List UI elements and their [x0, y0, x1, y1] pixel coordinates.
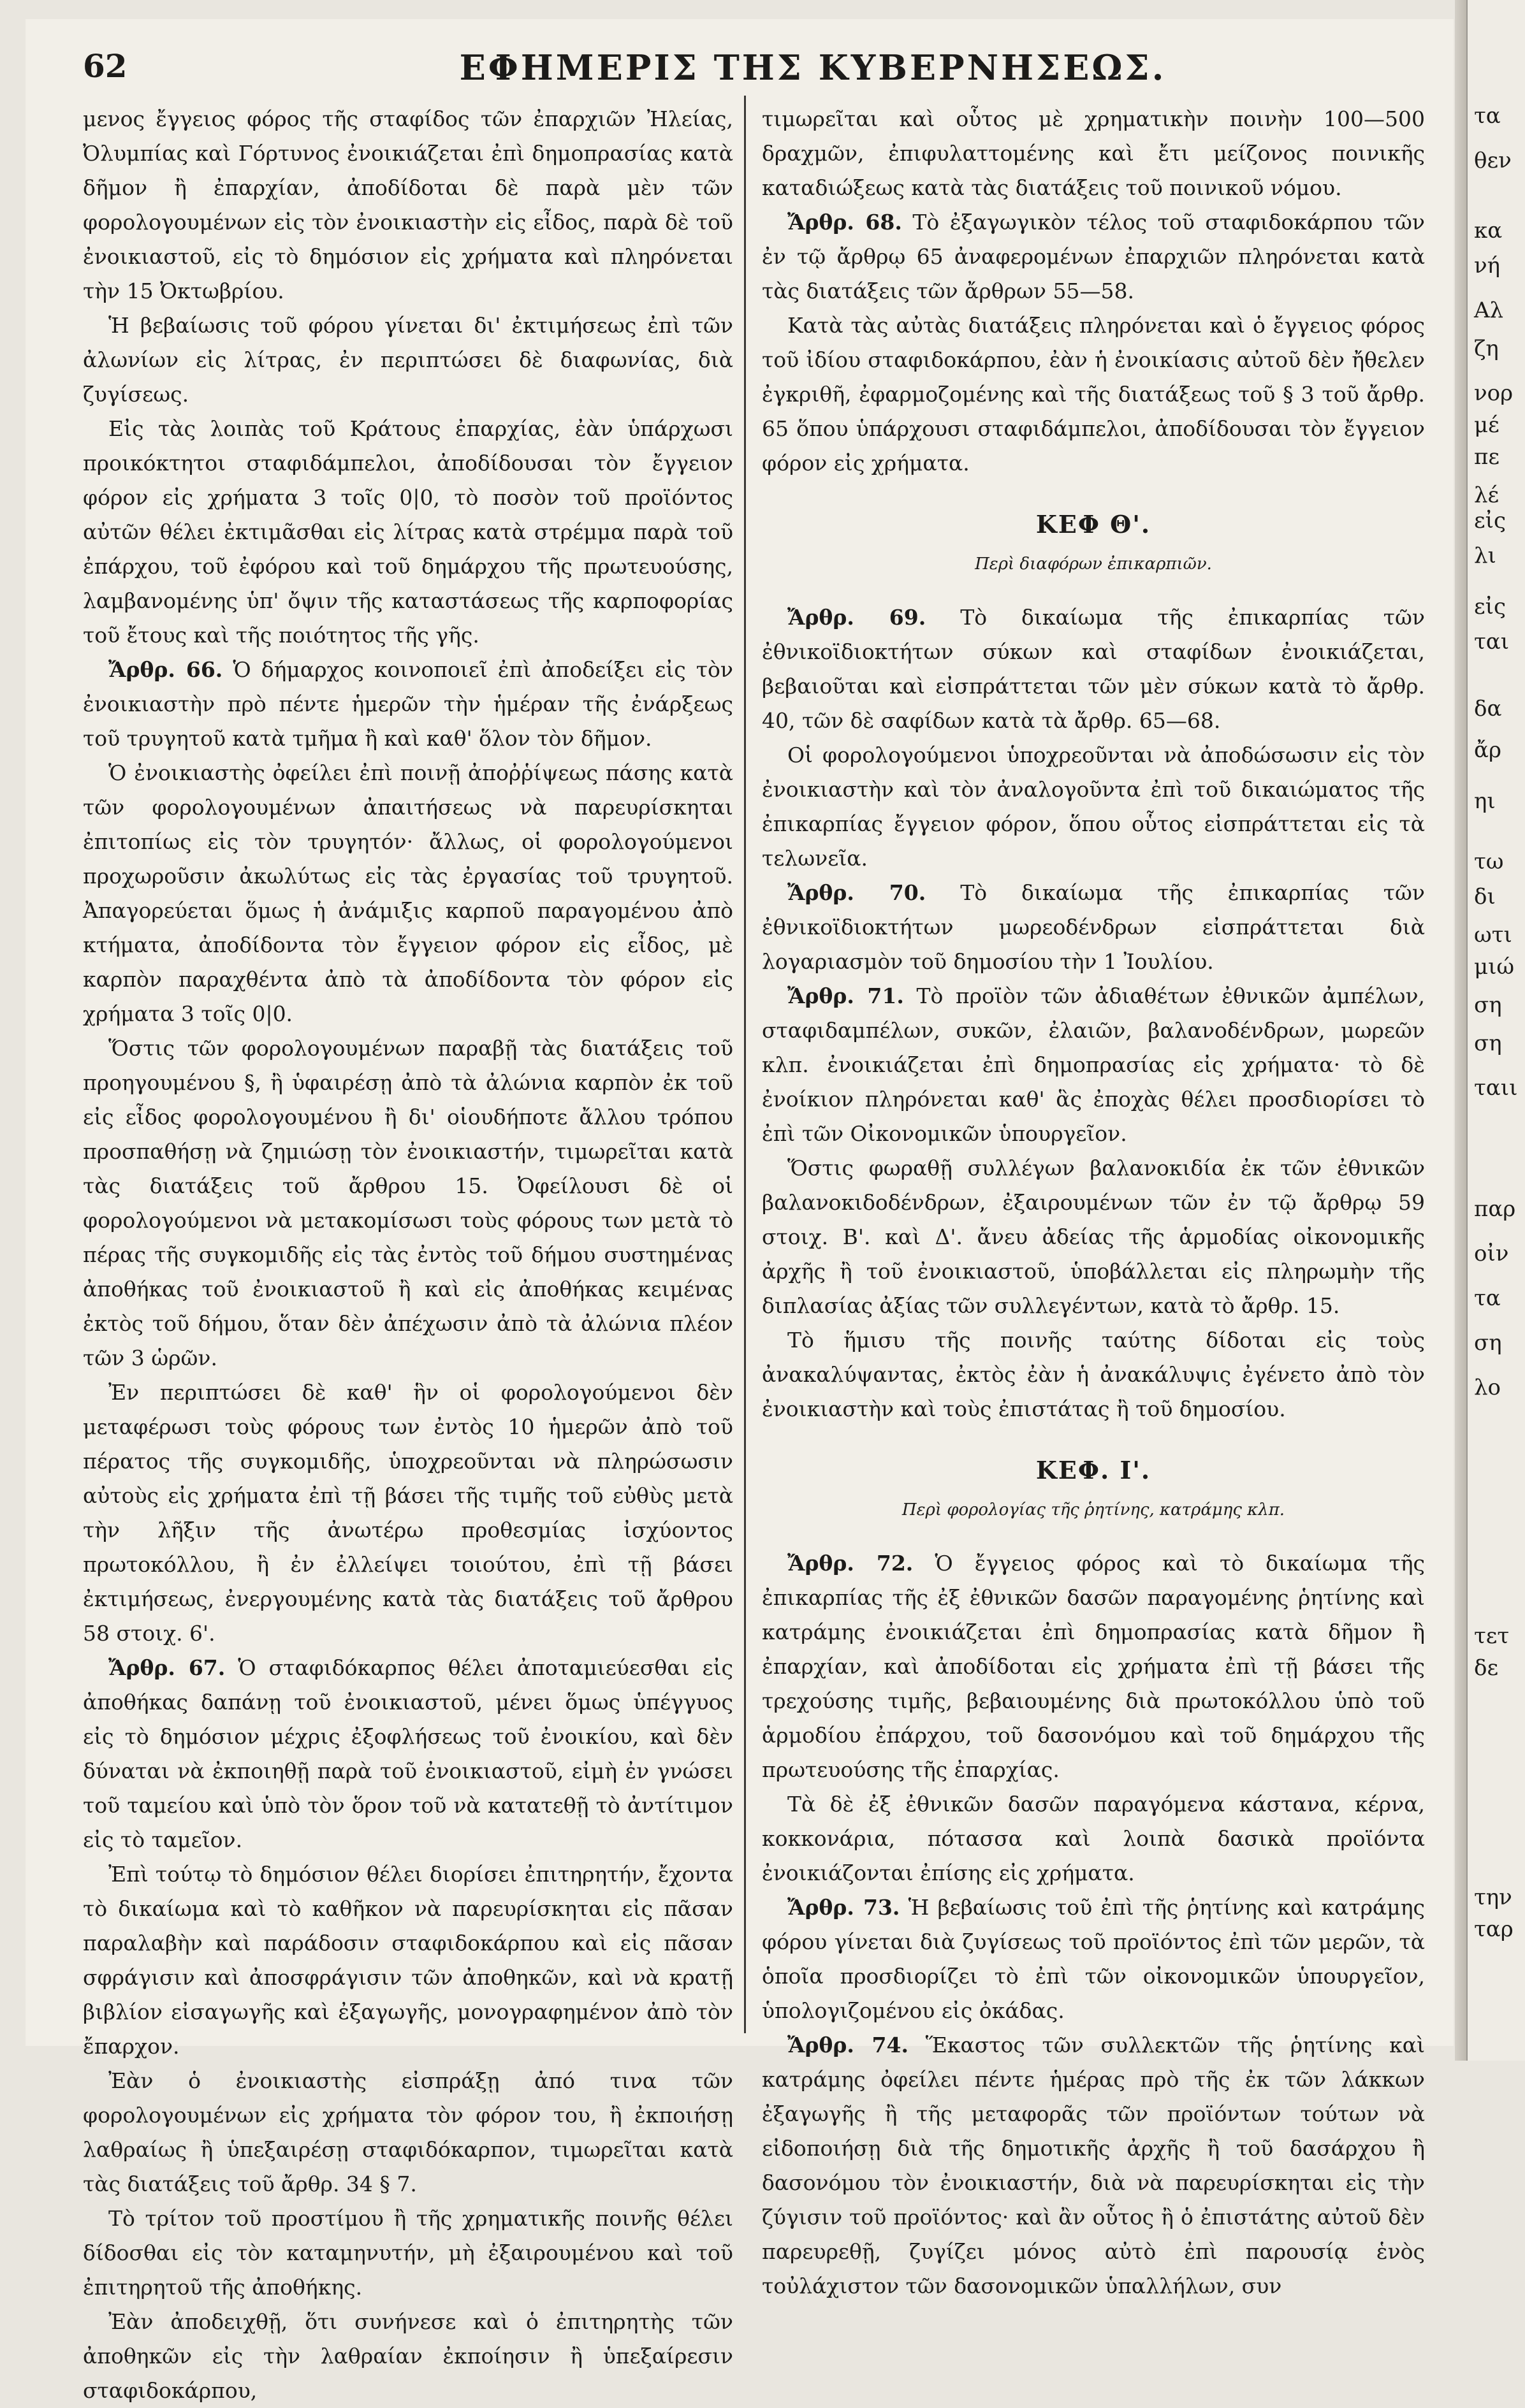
margin-fragment: δε — [1474, 1655, 1499, 1681]
margin-fragment: δι — [1474, 884, 1496, 910]
adjacent-page-strip — [1466, 0, 1525, 2061]
paragraph-text: Ἐὰν ἀποδειχθῇ, ὅτι συνήνεσε καὶ ὁ ἐπιτηρητὴς τῶν ἀποθηκῶν εἰς τὴν λαθραίαν ἐκποίησιν ἢ ὑπεξαίρεσιν σταφιδοκάρπου, — [83, 2309, 733, 2403]
margin-fragment: ση — [1474, 1031, 1502, 1056]
paragraph — [762, 1323, 1425, 1426]
margin-fragment: νή — [1474, 253, 1501, 279]
paragraph — [83, 1375, 733, 1651]
paragraph — [83, 2201, 733, 2305]
margin-fragment: οἰν — [1474, 1241, 1509, 1266]
paragraph-text: Οἱ φορολογούμενοι ὑποχρεοῦνται νὰ ἀποδώσωσιν εἰς τὸν ἐνοικιαστὴν καὶ τὸν ἀναλογοῦντα ἐπὶ τοῦ δικαιώματος τῆς ἐπικαρπίας ἔγγειον φόρον, ὅπου οὗτος εἰσπράττεται εἰς τὰ τελωνεῖα. — [762, 743, 1425, 871]
paragraph-text: Ἐὰν ὁ ἐνοικιαστὴς εἰσπράξῃ ἀπό τινα τῶν φορολογουμένων εἰς χρήματα τὸν φόρον του, ἢ ἐκποιήσῃ λαθραίως ἢ ὑπεξαιρέσῃ σταφιδόκαρπον, τιμωρεῖται κατὰ τὰς διατάξεις τοῦ ἄρθρ. 34 § 7. — [83, 2068, 733, 2196]
article-number: Ἄρθρ. 69. — [787, 605, 926, 630]
paragraph — [762, 738, 1425, 876]
margin-fragment: λο — [1474, 1375, 1501, 1400]
margin-fragment: εἰς — [1474, 508, 1506, 533]
paragraph-text: Τὸ τρίτον τοῦ προστίμου ἢ τῆς χρηματικῆς ποινῆς θέλει δίδοσθαι εἰς τὸν καταμηνυτήν, μὴ ἐξαιρουμένου καὶ τοῦ ἐπιτηρητοῦ τῆς ἀποθήκης. — [83, 2206, 733, 2300]
chapter-subtitle: Περὶ φορολογίας τῆς ῥητίνης, κατράμης κλπ. — [901, 1500, 1285, 1520]
margin-fragment: κα — [1474, 218, 1503, 243]
paragraph — [83, 756, 733, 1031]
margin-fragment: μέ — [1474, 412, 1499, 438]
paragraph — [83, 308, 733, 412]
paragraph — [83, 412, 733, 653]
margin-fragment: τα — [1474, 103, 1501, 129]
margin-fragment: την — [1474, 1885, 1512, 1910]
article-number: Ἄρθρ. 73. — [787, 1895, 900, 1920]
chapter-subtitle: Περὶ διαφόρων ἐπικαρπιῶν. — [975, 555, 1212, 574]
paragraph — [83, 102, 733, 308]
margin-fragment: τα — [1474, 1286, 1501, 1311]
right-column — [762, 102, 1425, 2303]
paragraph-text: Ἐπὶ τούτῳ τὸ δημόσιον θέλει διορίσει ἐπιτηρητήν, ἔχοντα τὸ δικαίωμα καὶ τὸ καθῆκον νὰ παρευρίσκηται εἰς πᾶσαν παραλαβὴν καὶ παράδοσιν σταφιδοκάρπου καὶ εἰς πᾶσαν σφράγισιν καὶ ἀποσφράγισιν τῶν ἀποθηκῶν, καὶ νὰ κρατῇ βιβλίον εἰσαγωγῆς καὶ ἐξαγωγῆς, μονογραφημένον ἀπὸ τὸν ἔπαρχον. — [83, 1862, 733, 2059]
article-number: Ἄρθρ. 68. — [787, 210, 902, 235]
chapter-heading: ΚΕΦ Θ'. — [1035, 510, 1151, 539]
margin-fragment: Αλ — [1474, 298, 1504, 323]
margin-fragment: ωτι — [1474, 922, 1512, 948]
paragraph-text: Ὁ ἔγγειος φόρος καὶ τὸ δικαίωμα τῆς ἐπικαρπίας τῆς ἐξ ἐθνικῶν δασῶν παραγομένης ῥητίνης καὶ κατράμης ἐνοικιάζεται ἐπὶ δημοπρασίας κατὰ δῆμον ἢ ἐπαρχίαν, καὶ ἀποδίδοται εἰς χρήματα ἐπὶ τῇ βάσει τῆς τρεχούσης τιμῆς, βεβαιουμένης διὰ πρωτοκόλλου ὑπὸ τοῦ ἁρμοδίου ἐπάρχου, τοῦ δασονόμου καὶ τοῦ δημάρχου τῆς πρωτευούσης τῆς ἐπαρχίας. — [762, 1551, 1425, 1782]
paragraph-text: Ἡ βεβαίωσις τοῦ ἐπὶ τῆς ῥητίνης καὶ κατράμης φόρου γίνεται διὰ ζυγίσεως τοῦ προϊόντος ἐπὶ τῶν μερῶν, τὰ ὁποῖα προσδιορίζει τὸ ἐπὶ τῶν οἰκονομικῶν ὑπουργεῖον, ὑπολογιζομένου εἰς ὀκάδας. — [762, 1895, 1425, 2023]
paragraph-text: Ὁ ἐνοικιαστὴς ὀφείλει ἐπὶ ποινῇ ἀποῤῥίψεως πάσης κατὰ τῶν φορολογουμένων ἀπαιτήσεως νὰ παρευρίσκηται ἐπιτοπίως εἰς τὸν τρυγητόν· ἄλλως, οἱ φορολογούμενοι προχωροῦσιν ἀκωλύτως εἰς τὰς ἐργασίας τοῦ τρυγητοῦ. Ἀπαγορεύεται ὅμως ἡ ἀνάμιξις καρποῦ παραγομένου ἀπὸ κτήματα, ἀποδίδοντα τὸν ἔγγειον φόρον εἰς εἶδος, μὲ καρπὸν παραχθέντα ἀπὸ τὰ ἀποδίδοντα τὸν φόρον εἰς χρήματα 3 τοῖς 0|0. — [83, 760, 733, 1026]
paragraph-text: Ἡ βεβαίωσις τοῦ φόρου γίνεται δι' ἐκτιμήσεως ἐπὶ τῶν ἀλωνίων εἰς λίτρας, ἐν περιπτώσει δὲ διαφωνίας, διὰ ζυγίσεως. — [83, 313, 733, 407]
article-paragraph — [762, 600, 1425, 738]
paragraph-text: Τὸ ἥμισυ τῆς ποινῆς ταύτης δίδοται εἰς τοὺς ἀνακαλύψαντας, ἐκτὸς ἐὰν ἡ ἀνακάλυψις ἐγένετο ἀπὸ τὸν ἐνοικιαστὴν καὶ τοὺς ἐπιστάτας ἢ τοῦ δημοσίου. — [762, 1328, 1425, 1421]
article-paragraph — [762, 1890, 1425, 2028]
column-rule — [744, 96, 746, 2033]
margin-fragment: ἄρ — [1474, 737, 1501, 763]
paragraph-text: Ὅστις τῶν φορολογουμένων παραβῇ τὰς διατάξεις τοῦ προηγουμένου §, ἢ ὑφαιρέσῃ ἀπὸ τὰ ἀλώνια καρπὸν ἐκ τοῦ εἰς εἶδος φορολογουμένου ἢ δι' οἱουδήποτε ἄλλου τρόπου προσπαθήσῃ νὰ ζημιώσῃ τὸν ἐνοικιαστήν, τιμωρεῖται κατὰ τὰς διατάξεις τοῦ ἄρθρου 15. Ὀφείλουσι δὲ οἱ φορολογούμενοι νὰ μετακομίσωσι τοὺς φόρους των μετὰ τὸ πέρας τῆς συγκομιδῆς εἰς τὰς ἐντὸς τοῦ δήμου συστημένας ἀποθήκας τοῦ ἐνοικιαστοῦ ἢ καὶ εἰς ἀποθήκας κειμένας ἐκτὸς τοῦ δήμου, ὅταν δὲν ἀπέχωσιν ἀπὸ τὰ ἀλώνια πλέον τῶν 3 ὡρῶν. — [83, 1036, 733, 1370]
margin-fragment: ται — [1474, 629, 1510, 655]
article-paragraph — [762, 205, 1425, 308]
margin-fragment: τω — [1474, 849, 1504, 874]
paragraph — [83, 2064, 733, 2201]
binding-shadow — [1455, 0, 1466, 2061]
margin-fragment: ταρ — [1474, 1917, 1514, 1942]
margin-fragment: παρ — [1474, 1196, 1516, 1222]
paragraph-text: Ὁ σταφιδόκαρπος θέλει ἀποταμιεύεσθαι εἰς ἀποθήκας δαπάνῃ τοῦ ἐνοικιαστοῦ, μένει ὅμως ὑπέγγυος εἰς τὸ δημόσιον μέχρις ἐξοφλήσεως τοῦ ἐνοικίου, καὶ δὲν δύναται νὰ ἐκποιηθῇ παρὰ τοῦ ἐνοικιαστοῦ, εἰμὴ ἐν γνώσει τοῦ ταμείου καὶ ὑπὸ τὸν ὅρον τοῦ νὰ κατατεθῇ τὸ ἀντίτιμον εἰς τὸ ταμεῖον. — [83, 1655, 733, 1852]
article-number: Ἄρθρ. 74. — [787, 2033, 908, 2057]
article-paragraph — [762, 2028, 1425, 2303]
margin-fragment: λέ — [1474, 482, 1499, 508]
article-paragraph — [762, 979, 1425, 1151]
margin-fragment: ηι — [1474, 788, 1496, 814]
paragraph — [762, 1151, 1425, 1323]
paragraph-text: Τὸ δικαίωμα τῆς ἐπικαρπίας τῶν ἐθνικοϊδιοκτήτων μωρεοδένδρων εἰσπράττεται διὰ λογαριασμὸν τοῦ δημοσίου τὴν 1 Ἰουλίου. — [762, 880, 1425, 974]
paragraph — [83, 1857, 733, 2064]
margin-fragment: θεν — [1474, 148, 1512, 173]
paragraph-text: Τὰ δὲ ἐξ ἐθνικῶν δασῶν παραγόμενα κάστανα, κέρνα, κοκκονάρια, πότασσα καὶ λοιπὰ δασικὰ προϊόντα ἐνοικιάζονται ἐπίσης εἰς χρήματα. — [762, 1792, 1425, 1885]
margin-fragment: ταιι — [1474, 1075, 1518, 1101]
paragraph-text: Τὸ προϊὸν τῶν ἀδιαθέτων ἐθνικῶν ἀμπέλων, σταφιδαμπέλων, συκῶν, ἐλαιῶν, βαλανοδένδρων, μωρεῶν κλπ. ἐνοικιάζεται ἐπὶ δημοπρασίας εἰς χρήματα· τὸ δὲ ἐνοίκιον πληρόνεται καθ' ἃς ἐποχὰς θέλει προσδιορίσει τὸ ἐπὶ τῶν Οἰκονομικῶν ὑπουργεῖον. — [762, 983, 1425, 1146]
article-paragraph — [83, 1651, 733, 1857]
margin-fragment: ση — [1474, 992, 1502, 1018]
chapter-heading: ΚΕΦ. Ι'. — [1035, 1456, 1151, 1484]
paragraph — [762, 102, 1425, 205]
paragraph-text: Ἐν περιπτώσει δὲ καθ' ἣν οἱ φορολογούμενοι δὲν μεταφέρωσι τοὺς φόρους των ἐντὸς 10 ἡμερῶν ἀπὸ τοῦ πέρατος τῆς συγκομιδῆς, ὑποχρεοῦνται νὰ πληρώσωσιν αὐτοὺς εἰς χρήματα ἐπὶ τῇ βάσει τῆς τιμῆς τοῦ εὐθὺς μετὰ τὴν λῆξιν τῆς ἀνωτέρω προθεσμίας ἰσχύοντος πρωτοκόλλου, ἢ ἐν ἐλλείψει τοιούτου, ἐπὶ τῇ βάσει ἐκτιμήσεως, ἐνεργουμένης κατὰ τὰς διατάξεις τοῦ ἄρθρου 58 στοιχ. 6'. — [83, 1380, 733, 1646]
paragraph — [83, 1031, 733, 1375]
margin-fragment: ζη — [1474, 336, 1499, 361]
article-number: Ἄρθρ. 71. — [787, 983, 904, 1008]
paragraph-text: Ὁ δήμαρχος κοινοποιεῖ ἐπὶ ἀποδείξει εἰς τὸν ἐνοικιαστὴν πρὸ πέντε ἡμερῶν τὴν ἡμέραν τῆς ἐνάρξεως τοῦ τρυγητοῦ κατὰ τμῆμα ἢ καὶ καθ' ὅλον τὸν δῆμον. — [83, 657, 733, 751]
page-header — [77, 38, 1447, 96]
article-paragraph — [762, 1546, 1425, 1787]
paragraph-text: Κατὰ τὰς αὐτὰς διατάξεις πληρόνεται καὶ ὁ ἔγγειος φόρος τοῦ ἰδίου σταφιδοκάρπου, ἐὰν ἡ ἐνοικίασις αὐτοῦ δὲν ἤθελεν ἐγκριθῆ, ἐφαρμοζομένης καὶ τῆς διατάξεως τοῦ § 3 τοῦ ἄρθρ. 65 ὅπου ὑπάρχουσι σταφιδάμπελοι, ἀποδίδουσαι τὸν ἔγγειον φόρον εἰς χρήματα. — [762, 313, 1425, 475]
article-number: Ἄρθρ. 66. — [108, 657, 223, 682]
running-title: ΕΦΗΜΕΡΙΣ ΤΗΣ ΚΥΒΕΡΝΗΣΕΩΣ. — [459, 47, 1167, 88]
margin-fragment: πε — [1474, 444, 1499, 470]
paragraph-text: Τὸ ἐξαγωγικὸν τέλος τοῦ σταφιδοκάρπου τῶν ἐν τῷ ἄρθρῳ 65 ἀναφερομένων ἐπαρχιῶν πληρόνεται κατὰ τὰς διατάξεις τῶν ἄρθρων 55—58. — [762, 210, 1425, 303]
article-paragraph — [762, 876, 1425, 979]
paragraph-text: Ἕκαστος τῶν συλλεκτῶν τῆς ῥητίνης καὶ κατράμης ὀφείλει πέντε ἡμέρας πρὸ τῆς ἐκ τῶν λάκκων ἐξαγωγῆς ἢ τῆς μεταφορᾶς τῶν προϊόντων τούτων νὰ εἰδοποιήσῃ διὰ τῆς δημοτικῆς ἀρχῆς ἢ τοῦ δασάρχου ἢ δασονόμου τὸν ἐνοικιαστήν, διὰ νὰ παρευρίσκηται εἰς τὴν ζύγισιν τοῦ προϊόντος· καὶ ἂν οὗτος ἢ ὁ ἐπιστάτης αὐτοῦ δὲν παρευρεθῇ, ζυγίζει μόνος αὐτὸ ἐπὶ παρουσίᾳ ἑνὸς τοὐλάχιστον τῶν δασονομικῶν ὑπαλλήλων, συν — [762, 2033, 1426, 2298]
page-number: 62 — [83, 47, 128, 85]
paragraph-text: Εἰς τὰς λοιπὰς τοῦ Κράτους ἐπαρχίας, ἐὰν ὑπάρχωσι προικόκτητοι σταφιδάμπελοι, ἀποδίδουσαι τὸν ἔγγειον φόρον εἰς χρήματα 3 τοῖς 0|0, τὸ ποσὸν τοῦ προϊόντος αὐτῶν θέλει ἐκτιμᾶσθαι εἰς λίτρας κατὰ στρέμμα παρὰ τοῦ ἐπάρχου, τοῦ ἐφόρου καὶ τοῦ δημάρχου τῆς πρωτευούσης, λαμβανομένης ὑπ' ὄψιν τῆς καταστάσεως τῆς καρποφορίας τοῦ ἔτους καὶ τῆς ποιότητος τῆς γῆς. — [83, 416, 733, 648]
article-paragraph — [83, 653, 733, 756]
paragraph — [83, 2305, 733, 2408]
margin-fragment: λι — [1474, 543, 1496, 569]
left-column — [83, 102, 733, 2408]
article-number: Ἄρθρ. 72. — [787, 1551, 914, 1576]
paragraph — [762, 308, 1425, 481]
margin-fragment: δα — [1474, 696, 1502, 722]
margin-fragment: νορ — [1474, 381, 1514, 406]
paragraph-text: μενος ἔγγειος φόρος τῆς σταφίδος τῶν ἐπαρχιῶν Ἠλείας, Ὀλυμπίας καὶ Γόρτυνος ἐνοικιάζεται ἐπὶ δημοπρασίας κατὰ δῆμον ἢ ἐπαρχίαν, ἀποδίδοται δὲ παρὰ μὲν τῶν φορολογουμένων εἰς τὸν ἐνοικιαστὴν εἰς εἶδος, παρὰ δὲ τοῦ ἐνοικιαστοῦ, εἰς τὸ δημόσιον εἰς χρήματα καὶ πληρόνεται τὴν 15 Ὀκτωβρίου. — [83, 106, 733, 303]
margin-fragment: τετ — [1474, 1623, 1510, 1649]
margin-fragment: μιώ — [1474, 954, 1515, 980]
margin-fragment: εἰς — [1474, 594, 1506, 620]
article-number: Ἄρθρ. 67. — [108, 1655, 226, 1680]
paragraph — [762, 1787, 1425, 1890]
paragraph-text: Τὸ δικαίωμα τῆς ἐπικαρπίας τῶν ἐθνικοϊδιοκτήτων σύκων καὶ σταφίδων ἐνοικιάζεται, βεβαιοῦται καὶ εἰσπράττεται τῶν μὲν σύκων κατὰ τὸ ἄρθρ. 40, τῶν δὲ σαφίδων κατὰ τὰ ἄρθρ. 65—68. — [762, 605, 1425, 733]
margin-fragment: ση — [1474, 1330, 1502, 1356]
paragraph-text: Ὅστις φωραθῇ συλλέγων βαλανοκιδία ἐκ τῶν ἐθνικῶν βαλανοκιδοδένδρων, ἐξαιρουμένων τῶν ἐν τῷ ἄρθρῳ 59 στοιχ. Β'. καὶ Δ'. ἄνευ ἀδείας τῆς ἁρμοδίας οἰκονομικῆς ἀρχῆς ἢ τοῦ ἐνοικιαστοῦ, ὑποβάλλεται εἰς πληρωμὴν τῆς διπλασίας ἀξίας τῶν συλλεγέντων, κατὰ τὸ ἄρθρ. 15. — [762, 1156, 1425, 1318]
article-number: Ἄρθρ. 70. — [787, 880, 926, 905]
paragraph-text: τιμωρεῖται καὶ οὗτος μὲ χρηματικὴν ποινὴν 100—500 δραχμῶν, ἐπιφυλαττομένης καὶ ἔτι μείζονος ποινικῆς καταδιώξεως κατὰ τὰς διατάξεις τοῦ ποινικοῦ νόμου. — [762, 106, 1425, 200]
